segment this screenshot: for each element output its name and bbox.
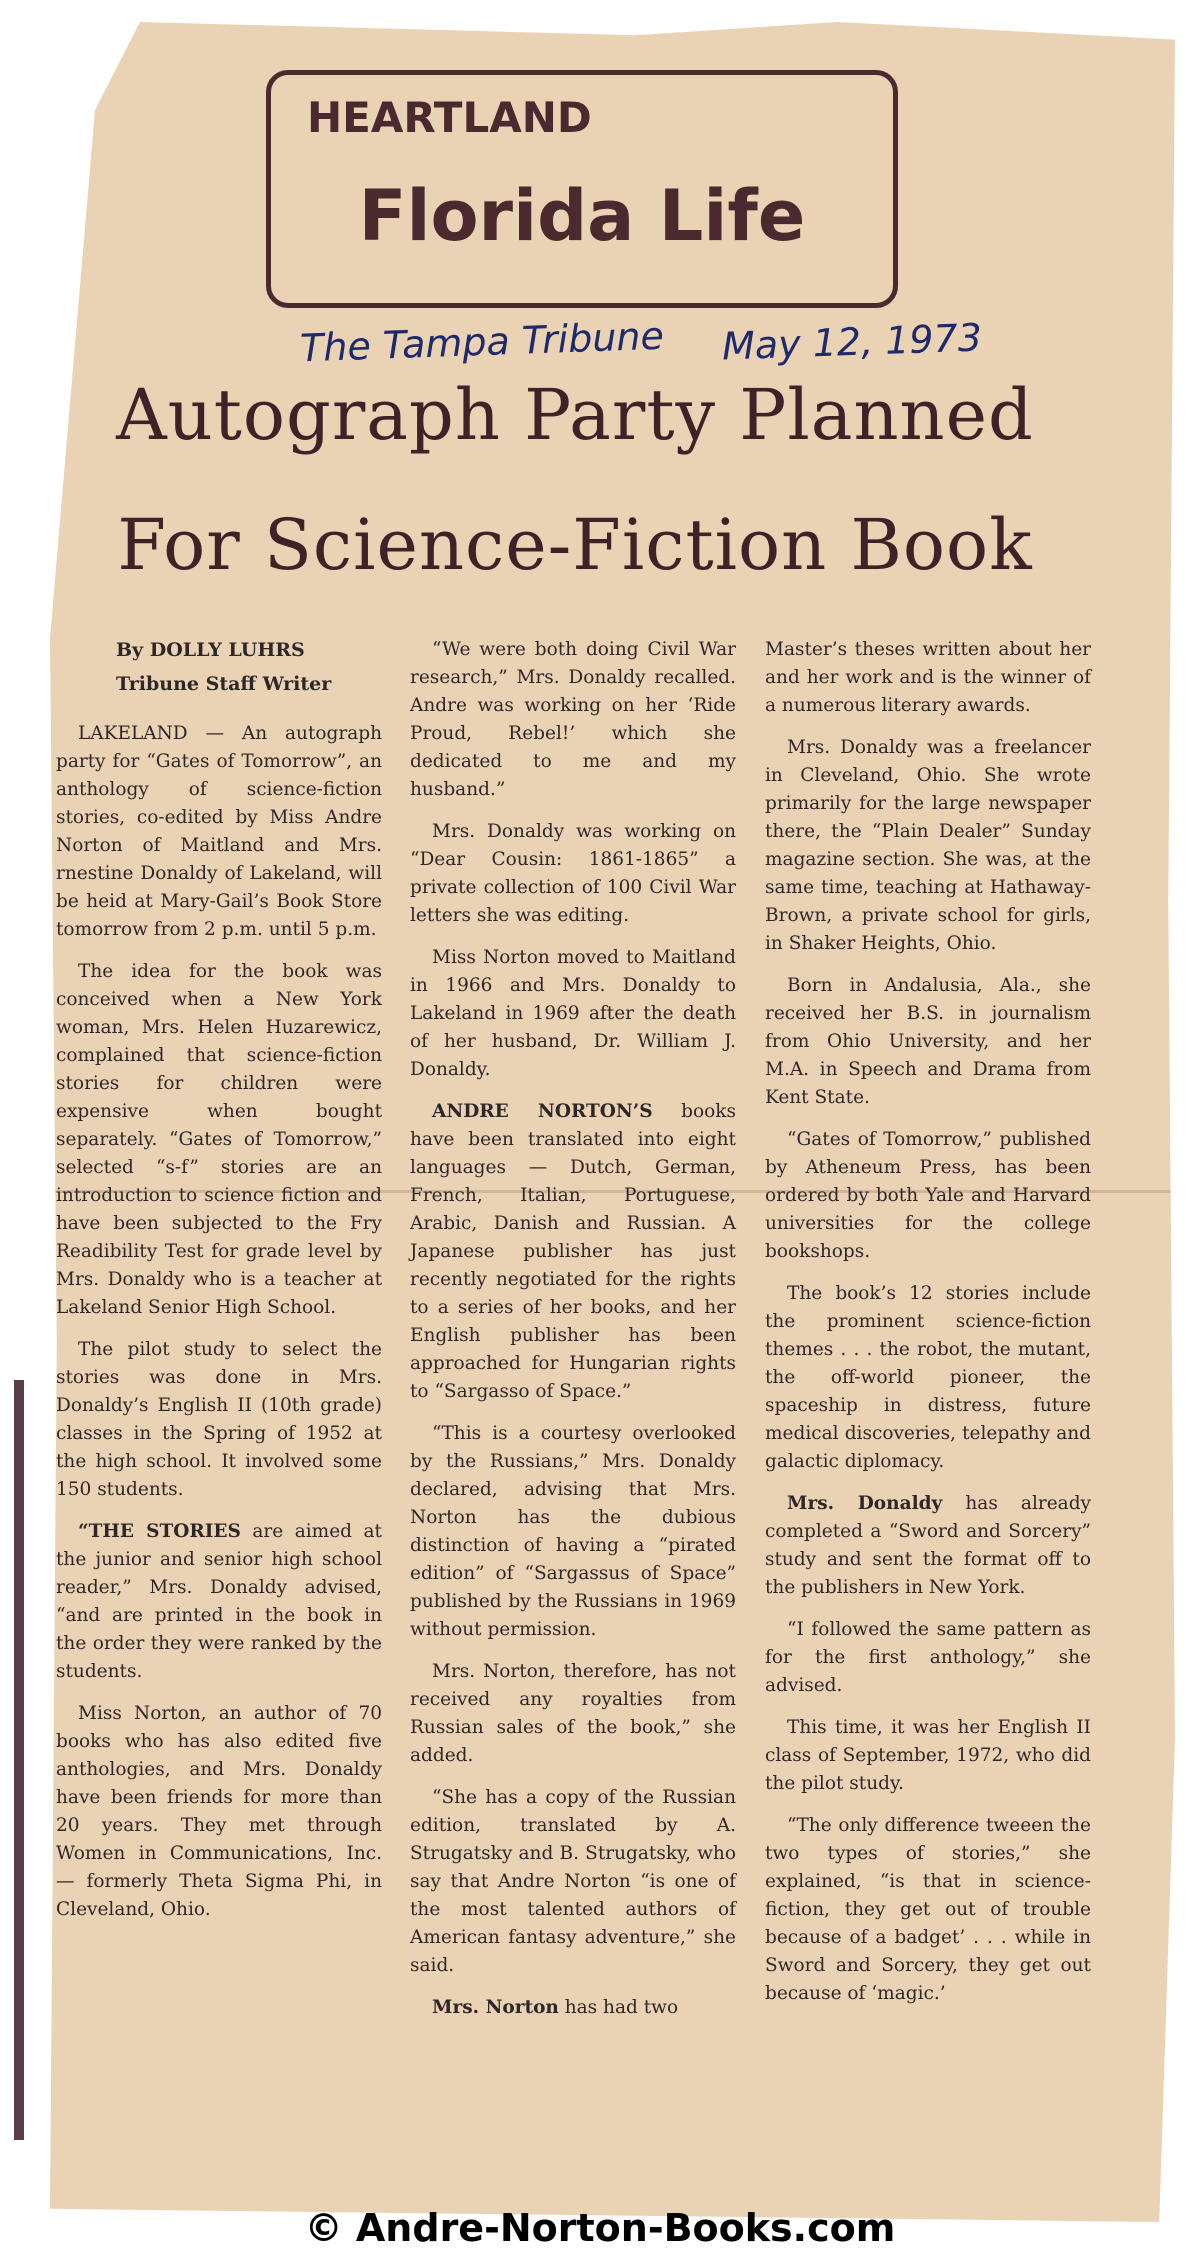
paragraph: “We were both doing Civil War research,” Mrs. Donaldy recalled. Andre was working on her ‘Ride Proud, Rebel!’ which she dedicated to me and my husband.” — [410, 639, 736, 800]
article-column-3 — [765, 636, 1091, 2022]
paragraph: Mrs. Donaldy was a freelancer in Cleveland, Ohio. She wrote primarily for the large newspaper there, the “Plain Dealer” Sunday magazine section. She was, at the same time, teaching at Hathaway-Brown, a private school for girls, in Shaker Heights, Ohio. — [765, 737, 1091, 954]
paragraph: This time, it was her English II class of September, 1972, who did the pilot study. — [765, 1717, 1091, 1794]
paragraph — [765, 1490, 1091, 1602]
article-column-2 — [410, 636, 736, 2036]
paragraph: “She has a copy of the Russian edition, translated by A. Strugatsky and B. Strugatsky, who say that Andre Norton “is one of the most talented authors of American fantasy adventure,” she said. — [410, 1787, 736, 1976]
paragraph-lead-in: Mrs. Donaldy — [787, 1493, 943, 1514]
paragraph-lead-in: “THE STORIES — [78, 1521, 241, 1542]
headline-line-1: Autograph Party Planned — [116, 374, 1034, 456]
handwritten-paper-name: The Tampa Tribune — [299, 313, 665, 371]
byline-author: By DOLLY LUHRS — [116, 639, 305, 661]
masthead-title: Florida Life — [358, 175, 806, 257]
copyright-watermark: © Andre-Norton-Books.com — [304, 2206, 896, 2250]
paragraph: “Gates of Tomorrow,” published by Atheneum Press, has been ordered by both Yale and Harvard universities for the college bookshops. — [765, 1129, 1091, 1262]
headline-line-2: For Science-Fiction Book — [117, 504, 1033, 586]
paragraph: LAKELAND — An autograph party for “Gates of Tomorrow”, an anthology of science-fiction stories, co-edited by Miss Andre Norton of Maitland and Mrs. rnestine Donaldy of Lakeland, will be heid at Mary-Gail’s Book Store tomorrow from 2 p.m. until 5 p.m. — [56, 723, 382, 940]
paragraph-lead-in: ANDRE NORTON’S — [432, 1101, 653, 1122]
masthead-section-label: HEARTLAND — [307, 93, 592, 142]
paragraph-lead-in: Mrs. Norton — [432, 1997, 559, 2018]
paragraph: “I followed the same pattern as for the first anthology,” she advised. — [765, 1619, 1091, 1696]
handwritten-date: May 12, 1973 — [721, 315, 983, 369]
page-edge-shadow — [14, 1380, 24, 2140]
paragraph: The pilot study to select the stories was done in Mrs. Donaldy’s English II (10th grade) classes in the Spring of 1952 at the high school. It involved some 150 students. — [56, 1339, 382, 1500]
paragraph-text: has already completed a “Sword and Sorcery” study and sent the format off to the publishers in New York. — [765, 1493, 1091, 1598]
paragraph-text: has had two — [558, 1997, 679, 2018]
section-masthead — [266, 70, 898, 308]
paragraph-text: books have been translated into eight languages — Dutch, German, French, Italian, Portuguese, Arabic, Danish and Russian. A Japanese publisher has just recently negotiated for the rights to a series of her books, and her English publisher has been approached for Hungarian rights to “Sargasso of Space.” — [410, 1101, 736, 1402]
paragraph — [410, 1994, 736, 2022]
paragraph-text: are aimed at the junior and senior high school reader,” Mrs. Donaldy advised, “and are printed in the book in the order they were ranked by the students. — [56, 1521, 382, 1682]
paragraph — [410, 1098, 736, 1406]
paragraph: The idea for the book was conceived when a New York woman, Mrs. Helen Huzarewicz, complained that science-fiction stories for children were expensive when bought separately. “Gates of Tomorrow,” selected “s-f” stories are an introduction to science fiction and have been subjected to the Fry Readibility Test for grade level by Mrs. Donaldy who is a teacher at Lakeland Senior High School. — [56, 961, 382, 1318]
paragraph: Master’s theses written about her and her work and is the winner of a numerous literary awards. — [765, 639, 1091, 716]
paragraph: The book’s 12 stories include the prominent science-fiction themes . . . the robot, the mutant, the off-world pioneer, the spaceship in distress, future medical discoveries, telepathy and galactic diplomacy. — [765, 1283, 1091, 1472]
paragraph — [56, 1518, 382, 1686]
paragraph: Mrs. Norton, therefore, has not received any royalties from Russian sales of the book,” she added. — [410, 1661, 736, 1766]
article-column-1 — [56, 636, 382, 1938]
paragraph: Miss Norton, an author of 70 books who has also edited five anthologies, and Mrs. Donaldy have been friends for more than 20 years. They met through Women in Communications, Inc. — formerly Theta Sigma Phi, in Cleveland, Ohio. — [56, 1703, 382, 1920]
paragraph: Mrs. Donaldy was working on “Dear Cousin: 1861-1865” a private collection of 100 Civil War letters she was editing. — [410, 821, 736, 926]
paragraph: “The only difference tweeen the two types of stories,” she explained, “is that in science-fiction, they get out of trouble because of a badget’ . . . while in Sword and Sorcery, they get out because of ‘magic.’ — [765, 1815, 1091, 2004]
paragraph: “This is a courtesy overlooked by the Russians,” Mrs. Donaldy declared, advising that Mrs. Norton has the dubious distinction of having a “pirated edition” of “Sargassus of Space” published by the Russians in 1969 without permission. — [410, 1423, 736, 1640]
paragraph: Born in Andalusia, Ala., she received her B.S. in journalism from Ohio University, and her M.A. in Speech and Drama from Kent State. — [765, 975, 1091, 1108]
paragraph: Miss Norton moved to Maitland in 1966 and Mrs. Donaldy to Lakeland in 1969 after the death of her husband, Dr. William J. Donaldy. — [410, 947, 736, 1080]
byline-role: Tribune Staff Writer — [116, 673, 332, 695]
